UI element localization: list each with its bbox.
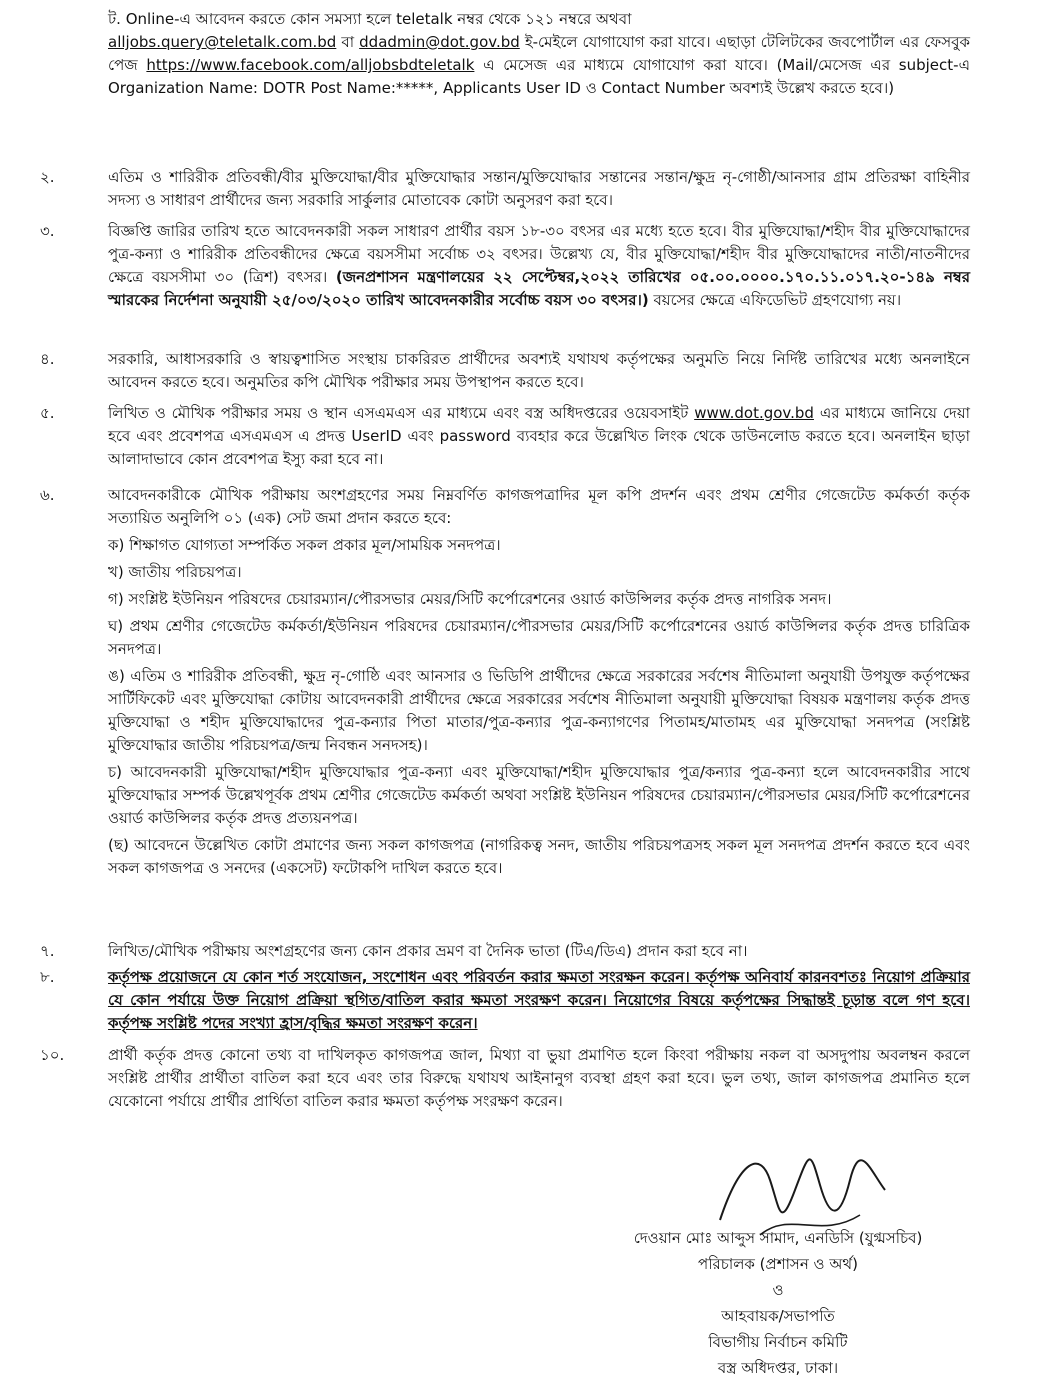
item-t-line3: এ মেসেজ এর মাধ্যমে যোগাযোগ করা যাবে। (Mail/মেসেজ এর subject-এ Organization Name: DOTR Post Name:*****, Applicants User ID ও Contact Number অবশ্যই উল্লেখ করতে হবে।)	[108, 56, 970, 97]
sub-item: ঙ) এতিম ও শারিরীক প্রতিবন্ধী, ক্ষুদ্র নৃ-গোষ্ঠি এবং আনসার ও ভিডিপি প্রার্থীদের ক্ষেত্রে সরকারের সর্বশেষ নীতিমালা অনুযায়ী উপযুক্ত কর্তৃপক্ষের সার্টিফিকেট এবং মুক্তিযোদ্ধা কোটায় আবেদনকারী প্রার্থীদের ক্ষেত্রে সরকারের সর্বশেষ নীতিমালা অনুযায়ী মুক্তিযোদ্ধা বিষয়ক মন্ত্রণালয় কর্তৃক প্রদত্ত মুক্তিযোদ্ধা ও শহীদ মুক্তিযোদ্ধাদের পুত্র-কন্যার পিতা মাতার/পুত্র-কন্যার পুত্র-কন্যাগণের পিতামহ/মাতামহ এর মুক্তিযোদ্ধা সনদপত্র (সংশ্লিষ্ট মুক্তিযোদ্ধার জাতীয় পরিচয়পত্র/জন্ম নিবন্ধন সনদসহ)।	[108, 667, 970, 754]
item-6	[108, 484, 970, 880]
item-number: ২.	[40, 168, 55, 186]
item-4-text: সরকারি, আধাসরকারি ও স্বায়ত্বশাসিত সংস্থায় চাকরিরত প্রার্থীদের অবশ্যই যথাযথ কর্তৃপক্ষের অনুমতি নিয়ে নির্দিষ্ট তারিখের মধ্যে অনলাইনে আবেদন করতে হবে। অনুমতির কপি মৌখিক পরীক্ষার সময় উপস্থাপন করতে হবে।	[108, 350, 970, 391]
signatory-title: পরিচালক (প্রশাসন ও অর্থ)	[698, 1255, 858, 1273]
signatory-and: ও	[772, 1281, 784, 1299]
signatory-title: আহবায়ক/সভাপতি	[721, 1307, 835, 1325]
item-2-text: এতিম ও শারিরীক প্রতিবন্ধী/বীর মুক্তিযোদ্ধা/বীর মুক্তিযোদ্ধার সন্তান/মুক্তিযোদ্ধার সন্তানের সন্তান/ক্ষুদ্র নৃ-গোষ্ঠী/আনসার গ্রাম প্রতিরক্ষা বাহিনীর সদস্য ও সাধারণ প্রার্থীদের জন্য সরকারি সার্কুলার মোতাবেক কোটা অনুসরণ করা হবে।	[108, 168, 970, 209]
item-6-text: আবেদনকারীকে মৌখিক পরীক্ষায় অংশগ্রহণের সময় নিম্নবর্ণিত কাগজপত্রাদির মূল কপি প্রদর্শন এবং প্রথম শ্রেণীর গেজেটেড কর্মকর্তা কর্তৃক সত্যায়িত অনুলিপি ০১ (এক) সেট জমা প্রদান করতে হবে:	[108, 486, 970, 527]
item-number: ৩.	[40, 222, 55, 240]
item-t-line2: ই-মেইলে যোগাযোগ করা যাবে। এছাড়া টেলিটকের জবপোর্টাল এর ফেসবুক পেজ	[108, 33, 970, 74]
facebook-link[interactable]: https://www.facebook.com/alljobsbdteletalk	[146, 56, 475, 74]
dot-website-link[interactable]: www.dot.gov.bd	[694, 404, 814, 422]
sub-item: (ছ) আবেদনে উল্লেখিত কোটা প্রমাণের জন্য সকল কাগজপত্র (নাগরিকত্ব সনদ, জাতীয় পরিচয়পত্রসহ সকল মূল সনদপত্র প্রদর্শন করতে হবে এবং সকল কাগজপত্র ও সনদের (একসেট) ফটোকপি দাখিল করতে হবে।	[108, 836, 970, 877]
signatory-title: বিভাগীয় নির্বাচন কমিটি	[708, 1333, 848, 1351]
item-number: ৪.	[40, 350, 55, 368]
item-number: ৭.	[40, 942, 55, 960]
item-8-text: কর্তৃপক্ষ প্রয়োজনে যে কোন শর্ত সংযোজন, সংশোধন এবং পরিবর্তন করার ক্ষমতা সংরক্ষন করেন। কর্তৃপক্ষ অনিবার্য কারনবশতঃ নিয়োগ প্রক্রিয়ার যে কোন পর্যায়ে উক্ত নিয়োগ প্রক্রিয়া স্থগিত/বাতিল করার ক্ষমতা সংরক্ষণ করেন। নিয়োগের বিষয়ে কর্তৃপক্ষের সিদ্ধান্তই চূড়ান্ত বলে গণ হবে। কর্তৃপক্ষ সংশ্লিষ্ট পদের সংখ্যা হ্রাস/বৃদ্ধির ক্ষমতা সংরক্ষণ করেন।	[108, 968, 970, 1032]
item-t: ট. Online-এ আবেদন করতে কোন সমস্যা হলে teletalk নম্বর থেকে ১২১ নম্বরে অথবা alljobs.query@teletalk.com.bd বা ddadmin@dot.gov.bd ই-মেইলে যোগাযোগ করা যাবে। এছাড়া টেলিটকের জবপোর্টাল এর ফেসবুক পেজ https://www.facebook.com/alljobsbdteletalk এ মেসেজ এর মাধ্যমে যোগাযোগ করা যাবে। (Mail/মেসেজ এর subject-এ Organization Name: DOTR Post Name:*****, Applicants User ID ও Contact Number অবশ্যই উল্লেখ করতে হবে।)	[108, 10, 970, 97]
signatory-office: বস্ত্র অধিদপ্তর, ঢাকা।	[717, 1359, 839, 1377]
item-t-line1: Online-এ আবেদন করতে কোন সমস্যা হলে teletalk নম্বর থেকে ১২১ নম্বরে অথবা	[125, 10, 632, 28]
sub-item: চ) আবেদনকারী মুক্তিযোদ্ধা/শহীদ মুক্তিযোদ্ধার পুত্র-কন্যা এবং মুক্তিযোদ্ধা/শহীদ মুক্তিযোদ্ধার পুত্র/কন্যার পুত্র-কন্যা হলে আবেদনকারীর সাথে মুক্তিযোদ্ধার সম্পর্ক উল্লেখপূর্বক প্রথম শ্রেণীর গেজেটেড কর্মকর্তা অথবা সংশ্লিষ্ট ইউনিয়ন পরিষদের চেয়ারম্যান/পৌরসভার মেয়র/সিটি কর্পোরেশনের ওয়ার্ড কাউন্সিলর কর্তৃক প্রদত্ত প্রত্যয়নপত্র।	[108, 763, 970, 827]
item-t-label: ট.	[108, 10, 121, 28]
sub-item: গ) সংশ্লিষ্ট ইউনিয়ন পরিষদের চেয়ারম্যান/পৌরসভার মেয়র/সিটি কর্পোরেশনের ওয়ার্ড কাউন্সিলর কর্তৃক প্রদত্ত নাগরিক সনদ।	[108, 590, 832, 608]
item-number: ১০.	[40, 1046, 65, 1064]
item-5-text: লিখিত ও মৌখিক পরীক্ষার সময় ও স্থান এসএমএস এর মাধ্যমে এবং বস্ত্র অধিদপ্তরের ওয়েবসাইট www.dot.gov.bd এর মাধ্যমে জানিয়ে দেয়া হবে এবং প্রবেশপত্র এসএমএস এ প্রদত্ত UserID এবং password ব্যবহার করে উল্লেখিত লিংক থেকে ডাউনলোড করতে হবে। অনলাইন ছাড়া আলাদাভাবে কোন প্রবেশপত্র ইস্যু করা হবে না।	[108, 404, 971, 468]
item-number: ৬.	[40, 486, 55, 504]
item-10-text: প্রার্থী কর্তৃক প্রদত্ত কোনো তথ্য বা দাখিলকৃত কাগজপত্র জাল, মিথ্যা বা ভুয়া প্রমাণিত হলে কিংবা পরীক্ষায় নকল বা অসদুপায় অবলম্বন করলে সংশ্লিষ্ট প্রার্থীর প্রার্থীতা বাতিল করা হবে এবং তার বিরুদ্ধে যথাযথ আইনানুগ ব্যবস্থা গ্রহণ করা হবে। ভুল তথ্য, জাল কাগজপত্র প্রমানিত হলে যেকোনো পর্যায়ে প্রার্থীর প্রার্থিতা বাতিল করার ক্ষমতা কর্তৃপক্ষ সংরক্ষণ করেন।	[108, 1046, 970, 1110]
email-link-dot[interactable]: ddadmin@dot.gov.bd	[359, 33, 520, 51]
sub-item: ক) শিক্ষাগত যোগ্যতা সম্পর্কিত সকল প্রকার মূল/সাময়িক সনদপত্র।	[108, 536, 501, 554]
item-number: ৮.	[40, 968, 55, 986]
sub-item: ঘ) প্রথম শ্রেণীর গেজেটেড কর্মকর্তা/ইউনিয়ন পরিষদের চেয়ারম্যান/পৌরসভার মেয়র/সিটি কর্পোরেশনের ওয়ার্ড কাউন্সিলর কর্তৃক প্রদত্ত চারিত্রিক সনদপত্র।	[108, 617, 970, 658]
signature-block	[578, 1225, 978, 1381]
sub-item: খ) জাতীয় পরিচয়পত্র।	[108, 563, 242, 581]
signatory-name: দেওয়ান মোঃ আব্দুস সামাদ, এনডিসি (যুগ্মসচিব)	[633, 1229, 923, 1247]
email-link-teletalk[interactable]: alljobs.query@teletalk.com.bd	[108, 33, 337, 51]
item-7-text: লিখিত/মৌখিক পরীক্ষায় অংশগ্রহণের জন্য কোন প্রকার ভ্রমণ বা দৈনিক ভাতা (টিএ/ডিএ) প্রদান করা হবে না।	[108, 942, 748, 960]
item-3-text: বিজ্ঞপ্তি জারির তারিখ হতে আবেদনকারী সকল সাধারণ প্রার্থীর বয়স ১৮-৩০ বৎসর এর মধ্যে হতে হবে। বীর মুক্তিযোদ্ধা/শহীদ বীর মুক্তিযোদ্ধাদের পুত্র-কন্যা ও শারিরীক প্রতিবন্ধীদের ক্ষেত্রে বয়সসীমা সর্বোচ্চ ৩২ বৎসর। উল্লেখ্য যে, বীর মুক্তিযোদ্ধা/শহীদ বীর মুক্তিযোদ্ধাদের নাতী/নাতনীদের ক্ষেত্রে বয়সসীমা ৩০ (ত্রিশ) বৎসর। (জনপ্রশাসন মন্ত্রণালয়ের ২২ সেপ্টেম্বর,২০২২ তারিখের ০৫.০০.০০০০.১৭০.১১.০১৭.২০-১৪৯ নম্বর স্মারকের নির্দেশনা অনুযায়ী ২৫/০৩/২০২০ তারিখ আবেদনকারীর সর্বোচ্চ বয়স ৩০ বৎসর।) বয়সের ক্ষেত্রে এফিডেভিট গ্রহণযোগ্য নয়।	[108, 222, 971, 309]
item-number: ৫.	[40, 404, 55, 422]
